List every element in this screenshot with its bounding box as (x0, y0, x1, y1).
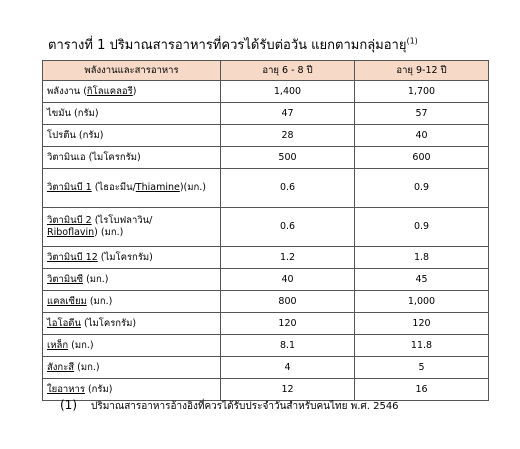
value-9-12: 57 (355, 103, 489, 125)
nutrient-name (43, 81, 221, 103)
name-text: ) (132, 85, 137, 97)
name-text: )(มก.) (179, 182, 206, 193)
name-text: (มก.) (74, 361, 100, 373)
table-row (43, 357, 489, 379)
value-9-12: 0.9 (355, 208, 489, 247)
value-6-8: 8.1 (221, 335, 355, 357)
table-row (43, 125, 489, 147)
footnote (60, 398, 399, 414)
value-6-8: 40 (221, 269, 355, 291)
table-row (43, 81, 489, 103)
name-text: (ไมโครกรัม) (97, 251, 153, 263)
table-caption (48, 34, 418, 55)
name-underlined: ใยอาหาร (47, 383, 85, 395)
name-text: (ไรโบฟลาวิน/ (91, 215, 153, 226)
name-underlined: Thiamine (135, 182, 180, 193)
name-text: (มก.) (86, 295, 113, 307)
header-age-6-8: อายุ 6 - 8 ปี (221, 61, 355, 81)
name-text: (ไธอะมีน/ (91, 182, 136, 193)
name-text: (มก.) (68, 339, 94, 351)
nutrient-name (43, 335, 221, 357)
name-text: ) (มก.) (94, 227, 124, 238)
table-row (43, 291, 489, 313)
value-6-8: 4 (221, 357, 355, 379)
table-row (43, 269, 489, 291)
name-underlined: กิโลแคลอรี (86, 85, 133, 97)
value-9-12: 1.8 (355, 247, 489, 269)
footnote-text: ปริมาณสารอาหารอ้างอิงที่ควรได้รับประจำวันสำหรับคนไทย พ.ศ. 2546 (91, 401, 399, 412)
table-row (43, 103, 489, 125)
table-row (43, 169, 489, 208)
table-row (43, 247, 489, 269)
name-text: (มก.) (83, 273, 109, 285)
value-9-12: 0.9 (355, 169, 489, 208)
nutrient-name (43, 269, 221, 291)
value-6-8: 1.2 (221, 247, 355, 269)
value-6-8: 28 (221, 125, 355, 147)
table-header-row (43, 61, 489, 81)
value-9-12: 120 (355, 313, 489, 335)
name-text: (ไมโครกรัม) (80, 317, 137, 329)
nutrient-name (43, 247, 221, 269)
name-underlined: ไอโอดีน (47, 317, 81, 329)
value-6-8: 47 (221, 103, 355, 125)
value-9-12: 1,700 (355, 81, 489, 103)
footnote-number: (1) (60, 398, 77, 412)
value-9-12: 16 (355, 379, 489, 401)
nutrient-name: โปรตีน (กรัม) (43, 125, 221, 147)
value-6-8: 0.6 (221, 208, 355, 247)
nutrient-name (43, 169, 221, 208)
value-6-8: 800 (221, 291, 355, 313)
name-underlined: Riboflavin (47, 227, 95, 238)
nutrient-name (43, 313, 221, 335)
header-nutrient: พลังงานและสารอาหาร (43, 61, 221, 81)
value-9-12: 45 (355, 269, 489, 291)
nutrient-name (43, 357, 221, 379)
value-6-8: 1,400 (221, 81, 355, 103)
name-text: (กรัม) (84, 383, 113, 395)
value-9-12: 600 (355, 147, 489, 169)
name-underlined: วิตามินบี 12 (47, 251, 98, 263)
name-underlined: วิตามินบี 2 (47, 215, 92, 226)
name-underlined: วิตามินบี 1 (47, 182, 92, 193)
name-underlined: วิตามินซี (47, 273, 84, 285)
caption-footnote-ref: (1) (406, 36, 418, 46)
table-row (43, 208, 489, 247)
value-6-8: 500 (221, 147, 355, 169)
table-row (43, 313, 489, 335)
name-text: พลังงาน ( (47, 85, 87, 97)
name-underlined: แคลเซียม (47, 295, 87, 307)
value-6-8: 0.6 (221, 169, 355, 208)
value-6-8: 12 (221, 379, 355, 401)
name-underlined: สังกะสี (47, 361, 75, 373)
nutrient-name: วิตามินเอ (ไมโครกรัม) (43, 147, 221, 169)
nutrient-table (42, 60, 489, 401)
table-row (43, 147, 489, 169)
name-underlined: เหล็ก (47, 339, 69, 351)
value-9-12: 40 (355, 125, 489, 147)
header-age-9-12: อายุ 9-12 ปี (355, 61, 489, 81)
value-9-12: 5 (355, 357, 489, 379)
table-row (43, 335, 489, 357)
caption-text: ตารางที่ 1 ปริมาณสารอาหารที่ควรได้รับต่อวัน แยกตามกลุ่มอายุ (48, 38, 407, 53)
nutrient-name (43, 208, 221, 247)
value-9-12: 1,000 (355, 291, 489, 313)
nutrient-name: ไขมัน (กรัม) (43, 103, 221, 125)
value-9-12: 11.8 (355, 335, 489, 357)
nutrient-name (43, 291, 221, 313)
value-6-8: 120 (221, 313, 355, 335)
